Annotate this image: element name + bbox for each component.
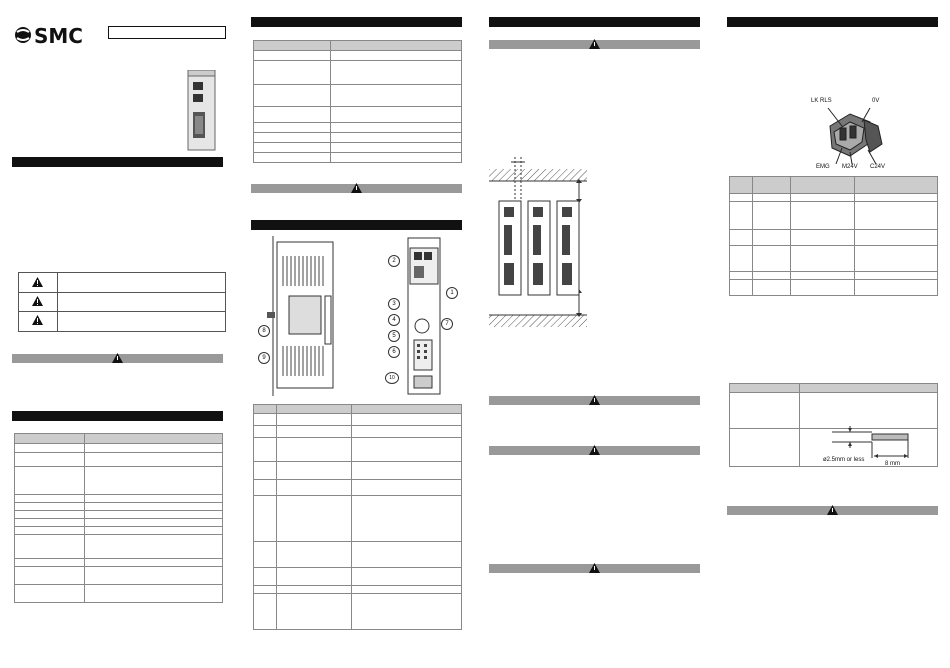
cable-length-label: 8 mm [885,461,900,467]
spec-table [14,433,223,603]
label-lk-rls: LK RLS [811,98,832,104]
terminal-table [729,176,938,296]
cable-diameter-label: ø2.5mm or less [823,457,865,463]
callout-4: 4 [388,314,400,326]
caution-icon [32,315,43,325]
section-header-col2-top [251,17,462,27]
product-photo [185,70,218,152]
controller-front-view [400,236,450,398]
callout-3: 3 [388,298,400,310]
warning-icon [827,505,838,515]
label-emg: EMG [816,164,830,170]
callout-5: 5 [388,330,400,342]
logo [14,22,100,48]
callout-2: 2 [388,255,400,267]
warning-icon [589,563,600,573]
callout-6: 6 [388,346,400,358]
warning-bar-3 [489,40,700,49]
warning-icon [589,445,600,455]
terminal-connector-figure [806,92,892,174]
hazard-table [18,272,226,332]
warning-bar-1 [12,354,223,363]
section-header-parts [251,220,462,230]
warning-bar-5 [489,446,700,455]
warning-icon [589,39,600,49]
callout-9: 9 [258,352,270,364]
warning-bar-4 [489,396,700,405]
warning-bar-2 [251,184,462,193]
warning-icon [351,183,362,193]
smc-logo-icon [14,22,100,48]
section-header-safety [12,157,223,167]
warning-bar-6 [489,564,700,573]
warning-bar-7 [727,506,938,515]
warning-icon [32,296,43,306]
warning-icon [589,395,600,405]
callout-10: 10 [385,372,399,384]
controller-side-view [265,236,335,396]
label-m24v: M24V [842,164,858,170]
spec-table-2 [253,40,462,163]
callout-7: 7 [441,318,453,330]
mounting-diagram [489,155,594,335]
label-0v: 0V [872,98,880,104]
callout-1: 1 [446,287,458,299]
section-header-wiring [727,17,938,27]
doc-number-box [108,26,226,39]
warning-icon [112,353,123,363]
callout-8: 8 [258,325,270,337]
section-header-installation [489,17,700,27]
parts-table [253,404,462,630]
label-c24v: C24V [870,164,886,170]
danger-icon [32,277,43,287]
section-header-specifications [12,411,223,421]
svg-text:SMC: SMC [34,24,83,48]
